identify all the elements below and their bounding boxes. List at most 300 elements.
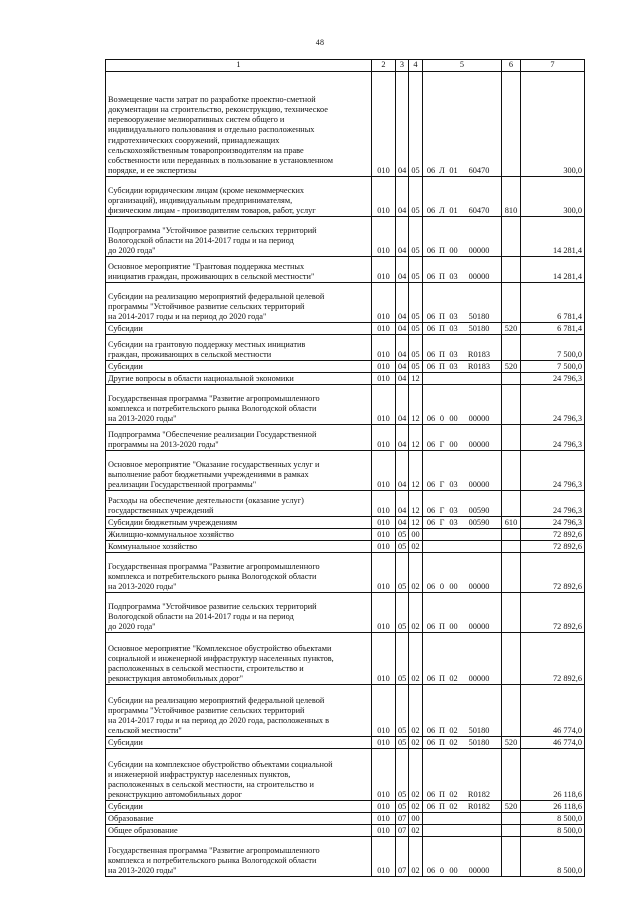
- row-col-4: 12: [409, 385, 423, 425]
- header-col-3: 3: [396, 60, 409, 72]
- row-col-6: [502, 451, 521, 491]
- row-col-4: 02: [409, 749, 423, 801]
- row-col-6: [502, 593, 521, 633]
- code-direction: 50180: [468, 311, 490, 321]
- row-col-4: 02: [409, 825, 423, 837]
- row-target-code: [423, 517, 502, 529]
- row-col-4: 00: [409, 529, 423, 541]
- row-target-code: [423, 217, 502, 257]
- row-col-2: 010: [372, 813, 396, 825]
- table-row: [106, 491, 585, 517]
- table-row: [106, 385, 585, 425]
- code-activity: 03: [449, 361, 458, 371]
- row-name: Государственная программа "Развитие агропромышленного комплекса и потребительского рынка Вологодской области на 2013-2020 годы": [106, 385, 372, 425]
- row-col-2: 010: [372, 491, 396, 517]
- code-activity: 00: [449, 581, 458, 591]
- code-direction: 00590: [468, 517, 490, 527]
- row-amount: 300,0: [521, 72, 585, 177]
- table-row: [106, 283, 585, 323]
- code-activity: 00: [449, 621, 458, 631]
- code-direction: 60470: [468, 205, 490, 215]
- row-amount: 7 500,0: [521, 335, 585, 361]
- row-target-code: [423, 553, 502, 593]
- row-amount: 14 281,4: [521, 217, 585, 257]
- code-activity: 00: [449, 439, 458, 449]
- page-number: 48: [315, 38, 325, 47]
- code-activity: 01: [449, 165, 458, 175]
- row-col-2: 010: [372, 72, 396, 177]
- row-col-4: 02: [409, 541, 423, 553]
- row-col-3: 07: [396, 813, 409, 825]
- code-program: 06: [426, 737, 436, 747]
- table-row: [106, 837, 585, 877]
- code-subprogram: П: [439, 673, 445, 683]
- budget-table: [105, 59, 585, 877]
- code-direction: 00000: [468, 245, 490, 255]
- row-target-code: [423, 529, 502, 541]
- row-col-2: 010: [372, 373, 396, 385]
- row-col-4: 12: [409, 491, 423, 517]
- row-col-3: 04: [396, 491, 409, 517]
- row-col-6: [502, 541, 521, 553]
- row-target-code: [423, 361, 502, 373]
- row-name: Другие вопросы в области национальной экономики: [106, 373, 372, 385]
- table-row: [106, 553, 585, 593]
- row-col-3: 05: [396, 801, 409, 813]
- code-activity: 03: [449, 517, 458, 527]
- row-name: Общее образование: [106, 825, 372, 837]
- row-name: Коммунальное хозяйство: [106, 541, 372, 553]
- code-program: 06: [426, 413, 436, 423]
- code-direction: 00000: [468, 439, 490, 449]
- code-program: 06: [426, 361, 436, 371]
- row-target-code: [423, 72, 502, 177]
- row-name: Образование: [106, 813, 372, 825]
- row-amount: 26 118,6: [521, 801, 585, 813]
- row-col-4: 00: [409, 813, 423, 825]
- row-col-3: 05: [396, 685, 409, 737]
- row-col-2: 010: [372, 361, 396, 373]
- header-col-1: 1: [106, 60, 372, 72]
- row-col-3: 04: [396, 451, 409, 491]
- table-row: [106, 72, 585, 177]
- row-name: Подпрограмма "Устойчивое развитие сельских территорий Вологодской области на 2014-2017 годы и на период до 2020 года": [106, 593, 372, 633]
- row-col-2: 010: [372, 801, 396, 813]
- code-activity: 03: [449, 505, 458, 515]
- row-col-2: 010: [372, 517, 396, 529]
- code-program: 06: [426, 801, 436, 811]
- row-col-6: [502, 335, 521, 361]
- row-col-2: 010: [372, 737, 396, 749]
- row-col-2: 010: [372, 685, 396, 737]
- row-col-4: 02: [409, 685, 423, 737]
- code-direction: 50180: [468, 725, 490, 735]
- row-amount: 8 500,0: [521, 825, 585, 837]
- row-col-6: [502, 283, 521, 323]
- table-row: [106, 517, 585, 529]
- row-col-6: [502, 633, 521, 685]
- row-amount: 24 796,3: [521, 451, 585, 491]
- header-col-2: 2: [372, 60, 396, 72]
- row-amount: 24 796,3: [521, 385, 585, 425]
- code-subprogram: 0: [439, 413, 445, 423]
- row-col-2: 010: [372, 593, 396, 633]
- code-program: 06: [426, 505, 436, 515]
- row-name: Субсидии бюджетным учреждениям: [106, 517, 372, 529]
- code-direction: 00000: [468, 865, 490, 875]
- row-col-6: [502, 529, 521, 541]
- row-col-6: [502, 72, 521, 177]
- row-col-3: 04: [396, 257, 409, 283]
- row-col-6: 520: [502, 737, 521, 749]
- table-row: [106, 323, 585, 335]
- code-program: 06: [426, 621, 436, 631]
- code-subprogram: Г: [439, 517, 445, 527]
- code-subprogram: П: [439, 621, 445, 631]
- row-col-6: 520: [502, 361, 521, 373]
- row-amount: 46 774,0: [521, 685, 585, 737]
- row-col-4: 05: [409, 283, 423, 323]
- row-amount: 24 796,3: [521, 425, 585, 451]
- code-activity: 02: [449, 737, 458, 747]
- table-row: [106, 825, 585, 837]
- row-target-code: [423, 837, 502, 877]
- code-direction: 60470: [468, 165, 490, 175]
- row-col-4: 05: [409, 323, 423, 335]
- row-col-3: 07: [396, 825, 409, 837]
- code-program: 06: [426, 323, 436, 333]
- row-name: Субсидии на реализацию мероприятий федеральной целевой программы "Устойчивое развитие сельских территорий на 2014-2017 годы и на период до 2020 года, расположенных в сельской местности": [106, 685, 372, 737]
- code-activity: 03: [449, 479, 458, 489]
- row-name: Государственная программа "Развитие агропромышленного комплекса и потребительского рынка Вологодской области на 2013-2020 годы": [106, 553, 372, 593]
- header-col-4: 4: [409, 60, 423, 72]
- row-name: Субсидии на комплексное обустройство объектами социальной и инженерной инфраструктур населенных пунктов, расположенных в сельской местности, на строительство и реконструкцию автомобильных дорог: [106, 749, 372, 801]
- code-program: 06: [426, 789, 436, 799]
- row-amount: 72 892,6: [521, 529, 585, 541]
- row-col-2: 010: [372, 283, 396, 323]
- code-direction: 50180: [468, 323, 490, 333]
- code-direction: 00000: [468, 271, 490, 281]
- row-col-4: 12: [409, 517, 423, 529]
- row-amount: 24 796,3: [521, 491, 585, 517]
- row-col-6: [502, 813, 521, 825]
- row-amount: 300,0: [521, 177, 585, 217]
- row-amount: 24 796,3: [521, 517, 585, 529]
- table-row: [106, 737, 585, 749]
- row-amount: 7 500,0: [521, 361, 585, 373]
- row-name: Субсидии: [106, 801, 372, 813]
- row-col-6: [502, 749, 521, 801]
- row-col-4: 12: [409, 373, 423, 385]
- code-program: 06: [426, 311, 436, 321]
- row-amount: 72 892,6: [521, 553, 585, 593]
- row-col-6: 520: [502, 323, 521, 335]
- row-col-4: 02: [409, 553, 423, 593]
- row-col-4: 02: [409, 737, 423, 749]
- row-col-3: 04: [396, 283, 409, 323]
- row-col-4: 05: [409, 335, 423, 361]
- row-col-2: 010: [372, 553, 396, 593]
- row-col-6: [502, 825, 521, 837]
- row-col-6: [502, 837, 521, 877]
- row-col-3: 04: [396, 335, 409, 361]
- table-row: [106, 373, 585, 385]
- row-col-3: 05: [396, 633, 409, 685]
- code-subprogram: П: [439, 271, 445, 281]
- code-subprogram: П: [439, 323, 445, 333]
- code-activity: 00: [449, 413, 458, 423]
- row-target-code: [423, 825, 502, 837]
- header-col-5: 5: [423, 60, 502, 72]
- row-col-2: 010: [372, 177, 396, 217]
- row-name: Подпрограмма "Обеспечение реализации Государственной программы на 2013-2020 годы": [106, 425, 372, 451]
- row-col-3: 07: [396, 837, 409, 877]
- row-col-3: 04: [396, 323, 409, 335]
- row-col-2: 010: [372, 837, 396, 877]
- code-subprogram: П: [439, 311, 445, 321]
- code-activity: 02: [449, 801, 458, 811]
- row-col-4: 02: [409, 837, 423, 877]
- row-name: Основное мероприятие "Грантовая поддержка местных инициатив граждан, проживающих в сельской местности": [106, 257, 372, 283]
- row-amount: 6 781,4: [521, 323, 585, 335]
- row-col-6: 520: [502, 801, 521, 813]
- code-direction: R0182: [467, 801, 491, 811]
- code-activity: 03: [449, 323, 458, 333]
- row-name: Субсидии юридическим лицам (кроме некоммерческих организаций), индивидуальным предпринимателям, физическим лицам - производителям товаров, работ, услуг: [106, 177, 372, 217]
- row-name: Основное мероприятие "Оказание государственных услуг и выполнение работ бюджетными учреждениями в рамках реализации Государственной программы": [106, 451, 372, 491]
- code-subprogram: Л: [439, 165, 445, 175]
- row-col-4: 05: [409, 217, 423, 257]
- row-col-6: [502, 217, 521, 257]
- row-target-code: [423, 491, 502, 517]
- row-col-4: 02: [409, 633, 423, 685]
- row-target-code: [423, 425, 502, 451]
- row-col-3: 04: [396, 177, 409, 217]
- row-col-3: 04: [396, 385, 409, 425]
- code-activity: 02: [449, 789, 458, 799]
- row-name: Субсидии: [106, 323, 372, 335]
- row-col-2: 010: [372, 425, 396, 451]
- row-name: Возмещение части затрат по разработке проектно-сметной документации на строительство, реконструкцию, техническое перевооружение мелиоративных систем общего и индивидуального пользования и отдельно расположенных гидротехнических сооружений, принадлежащих сельскохозяйственным товаропроизводителям на праве собственности или переданных в пользование в установленном порядке, и ее экспертизы: [106, 72, 372, 177]
- row-col-6: [502, 373, 521, 385]
- header-col-7: 7: [521, 60, 585, 72]
- row-target-code: [423, 737, 502, 749]
- row-col-6: 810: [502, 177, 521, 217]
- row-target-code: [423, 451, 502, 491]
- row-amount: 24 796,3: [521, 373, 585, 385]
- row-target-code: [423, 801, 502, 813]
- row-col-3: 04: [396, 425, 409, 451]
- code-direction: R0182: [467, 789, 491, 799]
- code-program: 06: [426, 479, 436, 489]
- code-direction: 00000: [468, 413, 490, 423]
- row-col-6: [502, 553, 521, 593]
- code-direction: R0183: [467, 361, 491, 371]
- row-col-2: 010: [372, 529, 396, 541]
- row-col-4: 12: [409, 425, 423, 451]
- row-col-3: 04: [396, 72, 409, 177]
- row-col-3: 05: [396, 593, 409, 633]
- row-col-6: [502, 491, 521, 517]
- row-name: Расходы на обеспечение деятельности (оказание услуг) государственных учреждений: [106, 491, 372, 517]
- code-subprogram: Г: [439, 479, 445, 489]
- row-amount: 72 892,6: [521, 593, 585, 633]
- row-col-3: 05: [396, 541, 409, 553]
- row-col-3: 05: [396, 553, 409, 593]
- code-activity: 00: [449, 865, 458, 875]
- row-target-code: [423, 685, 502, 737]
- row-col-3: 04: [396, 373, 409, 385]
- row-target-code: [423, 335, 502, 361]
- table-row: [106, 685, 585, 737]
- row-amount: 14 281,4: [521, 257, 585, 283]
- row-name: Основное мероприятие "Комплексное обустройство объектами социальной и инженерной инфраструктур населенных пунктов, расположенных в сельской местности, строительство и реконструкция автомобильных дорог": [106, 633, 372, 685]
- row-col-2: 010: [372, 385, 396, 425]
- code-subprogram: П: [439, 361, 445, 371]
- code-program: 06: [426, 725, 436, 735]
- row-amount: 8 500,0: [521, 837, 585, 877]
- code-subprogram: П: [439, 801, 445, 811]
- code-subprogram: Л: [439, 205, 445, 215]
- code-program: 06: [426, 673, 436, 683]
- row-col-2: 010: [372, 323, 396, 335]
- row-col-4: 05: [409, 361, 423, 373]
- code-activity: 03: [449, 349, 458, 359]
- code-program: 06: [426, 245, 436, 255]
- row-amount: 6 781,4: [521, 283, 585, 323]
- table-row: [106, 593, 585, 633]
- code-activity: 01: [449, 205, 458, 215]
- table-row: [106, 633, 585, 685]
- row-target-code: [423, 385, 502, 425]
- table-row: [106, 749, 585, 801]
- code-activity: 00: [449, 245, 458, 255]
- row-target-code: [423, 813, 502, 825]
- row-target-code: [423, 633, 502, 685]
- table-row: [106, 217, 585, 257]
- table-row: [106, 541, 585, 553]
- row-name: Государственная программа "Развитие агропромышленного комплекса и потребительского рынка Вологодской области на 2013-2020 годы": [106, 837, 372, 877]
- row-target-code: [423, 283, 502, 323]
- row-amount: 72 892,6: [521, 541, 585, 553]
- code-subprogram: П: [439, 725, 445, 735]
- code-program: 06: [426, 205, 436, 215]
- table-row: [106, 335, 585, 361]
- table-row: [106, 813, 585, 825]
- code-activity: 03: [449, 271, 458, 281]
- table-row: [106, 801, 585, 813]
- code-subprogram: Г: [439, 439, 445, 449]
- code-subprogram: П: [439, 349, 445, 359]
- row-target-code: [423, 373, 502, 385]
- code-program: 06: [426, 865, 436, 875]
- row-col-2: 010: [372, 217, 396, 257]
- row-col-6: [502, 257, 521, 283]
- code-subprogram: П: [439, 245, 445, 255]
- row-target-code: [423, 593, 502, 633]
- row-target-code: [423, 257, 502, 283]
- row-target-code: [423, 541, 502, 553]
- table-header-row: [106, 60, 585, 72]
- row-col-4: 02: [409, 801, 423, 813]
- code-program: 06: [426, 165, 436, 175]
- code-direction: 50180: [468, 737, 490, 747]
- row-col-3: 05: [396, 529, 409, 541]
- code-program: 06: [426, 271, 436, 281]
- code-direction: R0183: [467, 349, 491, 359]
- row-col-6: [502, 385, 521, 425]
- row-col-2: 010: [372, 257, 396, 283]
- row-col-4: 02: [409, 593, 423, 633]
- row-name: Субсидии: [106, 361, 372, 373]
- code-activity: 02: [449, 673, 458, 683]
- table-row: [106, 425, 585, 451]
- code-activity: 02: [449, 725, 458, 735]
- code-subprogram: 0: [439, 581, 445, 591]
- row-col-4: 05: [409, 72, 423, 177]
- row-name: Субсидии на реализацию мероприятий федеральной целевой программы "Устойчивое развитие сельских территорий на 2014-2017 годы и на период до 2020 года": [106, 283, 372, 323]
- row-col-2: 010: [372, 633, 396, 685]
- code-program: 06: [426, 581, 436, 591]
- row-name: Субсидии: [106, 737, 372, 749]
- code-program: 06: [426, 439, 436, 449]
- row-col-3: 04: [396, 217, 409, 257]
- row-col-4: 05: [409, 257, 423, 283]
- row-name: Подпрограмма "Устойчивое развитие сельских территорий Вологодской области на 2014-2017 годы и на период до 2020 года": [106, 217, 372, 257]
- row-amount: 72 892,6: [521, 633, 585, 685]
- header-col-6: 6: [502, 60, 521, 72]
- row-target-code: [423, 177, 502, 217]
- row-name: Субсидии на грантовую поддержку местных инициатив граждан, проживающих в сельской местности: [106, 335, 372, 361]
- row-target-code: [423, 749, 502, 801]
- table-row: [106, 361, 585, 373]
- table-row: [106, 451, 585, 491]
- code-subprogram: П: [439, 737, 445, 747]
- table-row: [106, 257, 585, 283]
- code-program: 06: [426, 517, 436, 527]
- row-name: Жилищно-коммунальное хозяйство: [106, 529, 372, 541]
- row-target-code: [423, 323, 502, 335]
- code-direction: 00000: [468, 673, 490, 683]
- code-subprogram: 0: [439, 865, 445, 875]
- code-direction: 00000: [468, 621, 490, 631]
- row-col-2: 010: [372, 749, 396, 801]
- row-col-2: 010: [372, 825, 396, 837]
- row-col-6: 610: [502, 517, 521, 529]
- row-col-6: [502, 685, 521, 737]
- code-direction: 00000: [468, 581, 490, 591]
- code-program: 06: [426, 349, 436, 359]
- row-col-3: 04: [396, 361, 409, 373]
- code-activity: 03: [449, 311, 458, 321]
- code-direction: 00590: [468, 505, 490, 515]
- code-direction: 00000: [468, 479, 490, 489]
- row-col-6: [502, 425, 521, 451]
- row-col-4: 12: [409, 451, 423, 491]
- row-col-2: 010: [372, 451, 396, 491]
- row-col-3: 04: [396, 517, 409, 529]
- row-col-2: 010: [372, 541, 396, 553]
- row-amount: 8 500,0: [521, 813, 585, 825]
- row-amount: 26 118,6: [521, 749, 585, 801]
- row-col-2: 010: [372, 335, 396, 361]
- table-row: [106, 177, 585, 217]
- table-row: [106, 529, 585, 541]
- row-col-4: 05: [409, 177, 423, 217]
- row-amount: 46 774,0: [521, 737, 585, 749]
- row-col-3: 05: [396, 749, 409, 801]
- code-subprogram: Г: [439, 505, 445, 515]
